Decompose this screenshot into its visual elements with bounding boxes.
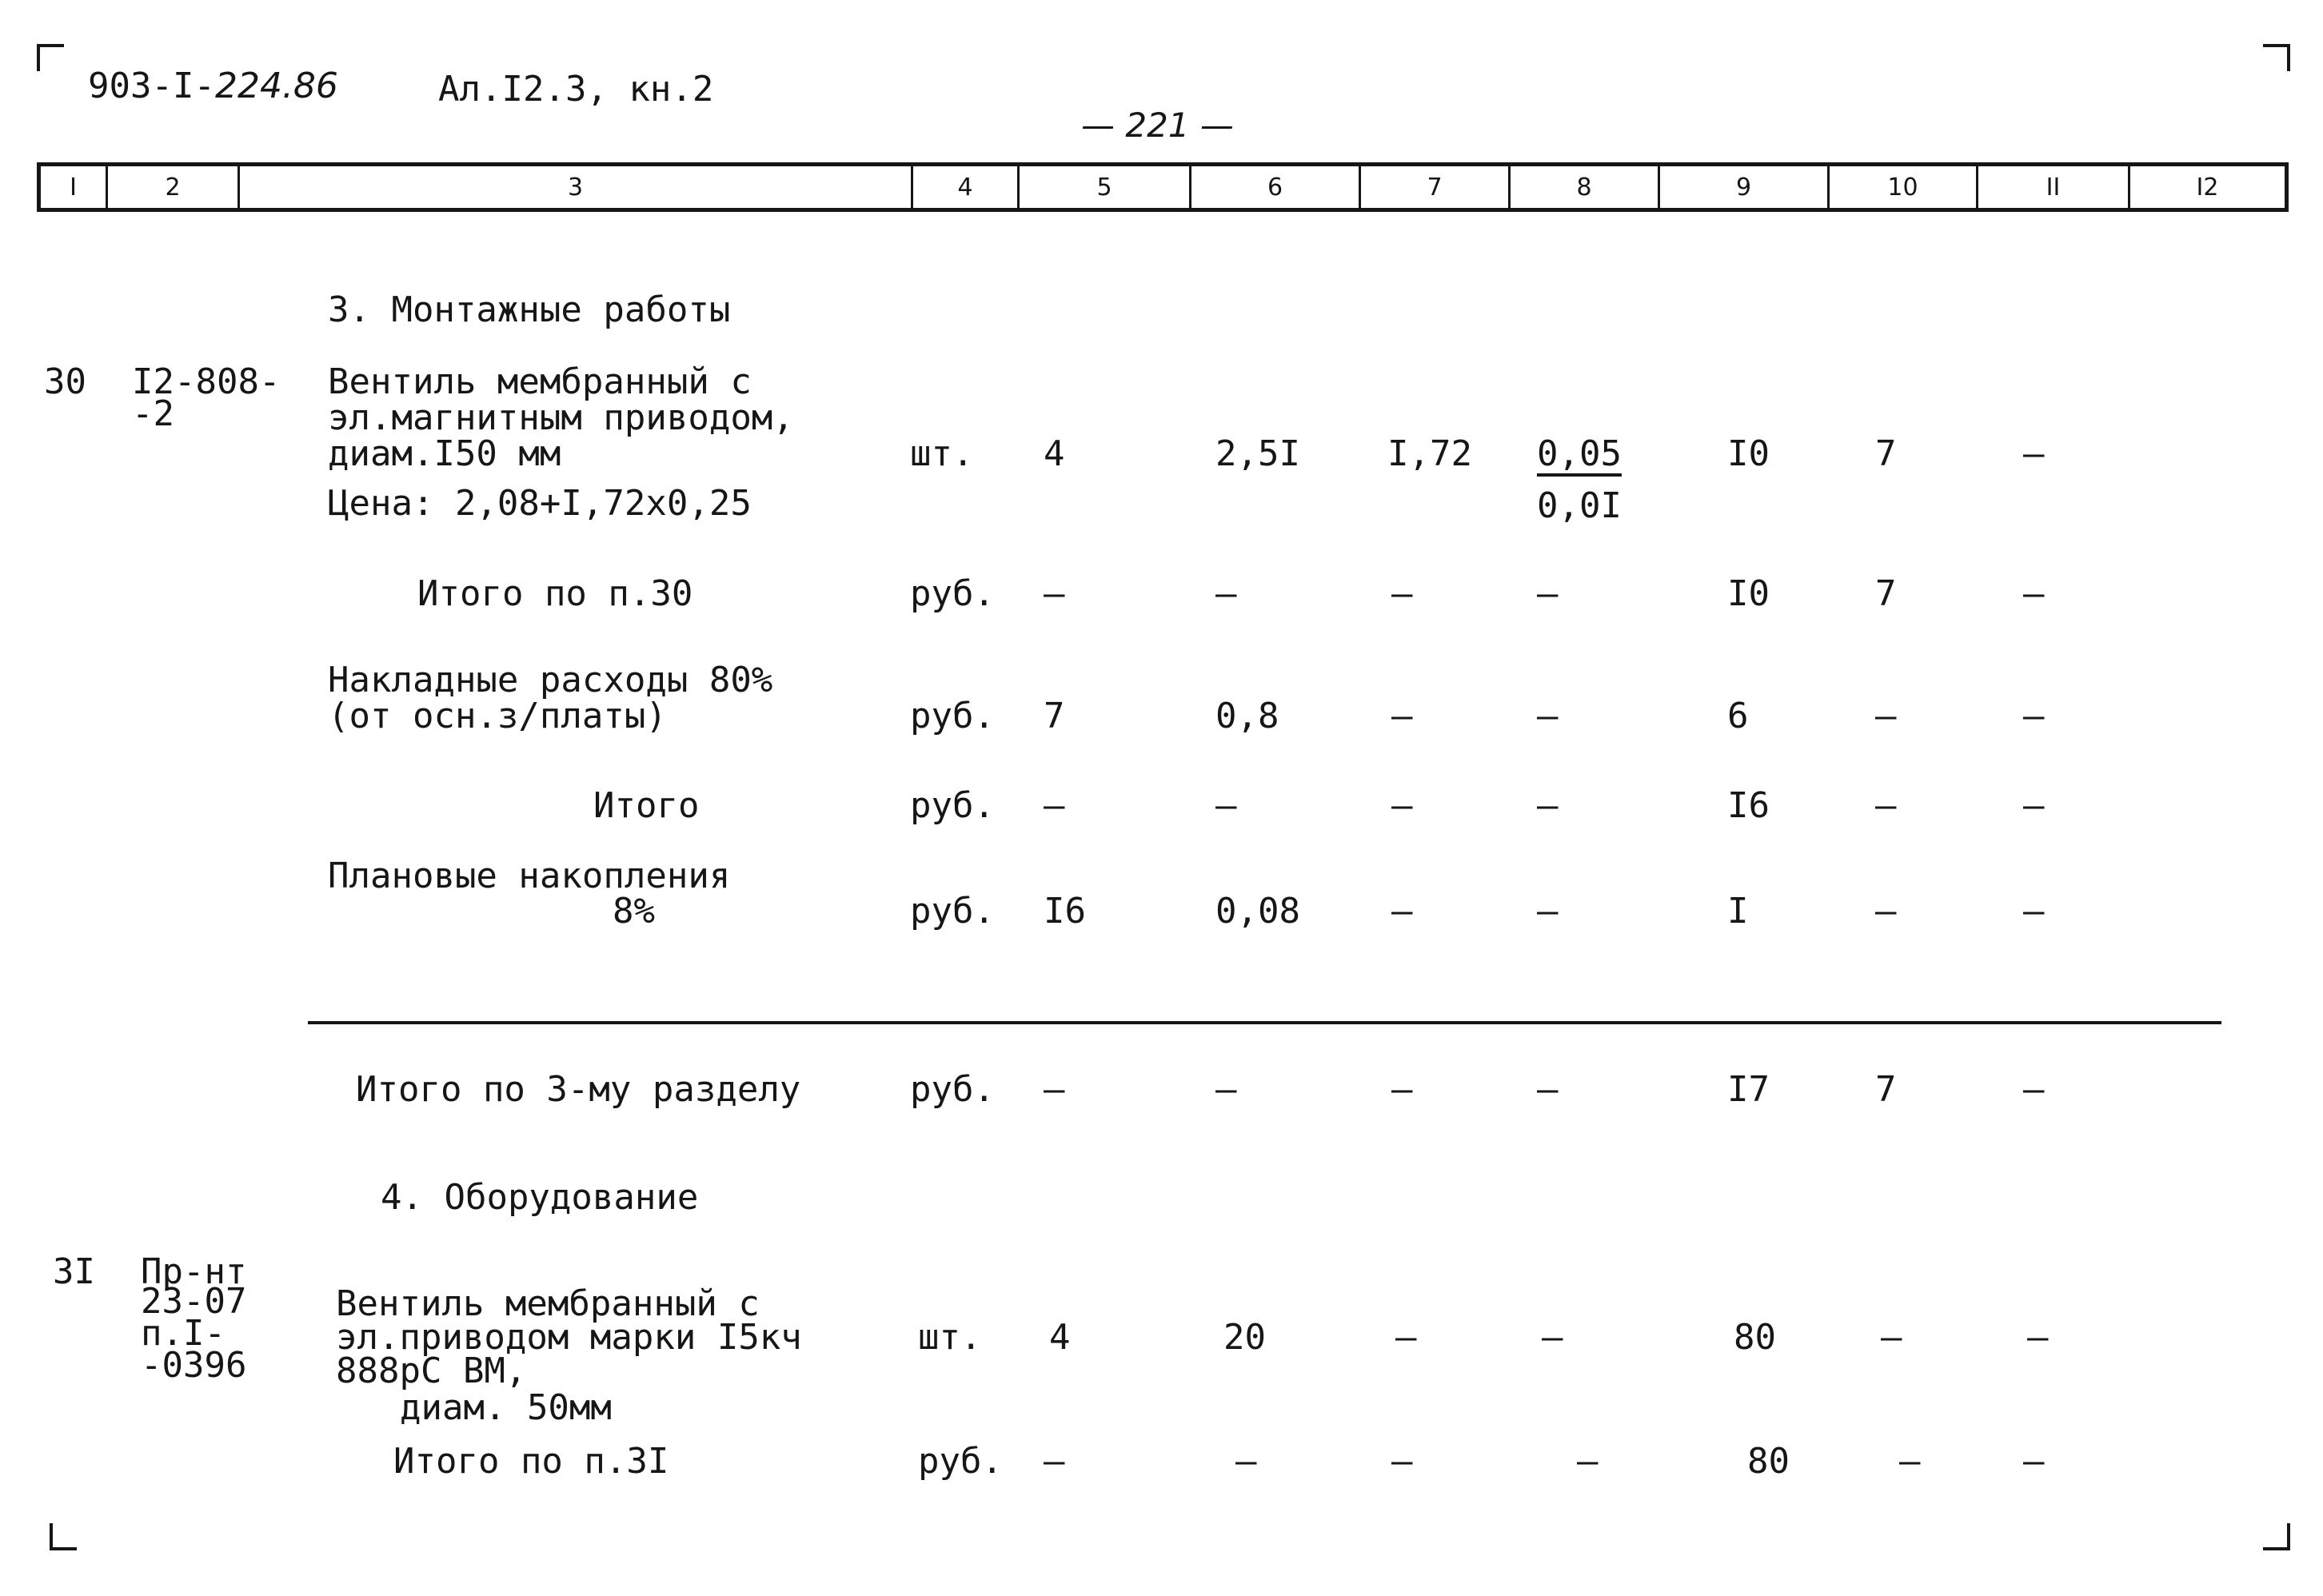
corner-mark-bottom-left: [50, 1523, 77, 1550]
corner-mark-top-left: [37, 44, 64, 71]
overhead-col11: –: [2023, 696, 2045, 736]
total-31-col9: 80: [1747, 1441, 1790, 1482]
item-30-col10: 7: [1875, 433, 1897, 474]
total-30-col11: –: [2023, 573, 2045, 614]
item-31-col6: 20: [1223, 1317, 1266, 1358]
column-header-6: 6: [1191, 166, 1361, 208]
total-31-col8: –: [1577, 1441, 1599, 1482]
item-30-quantity: 4: [1044, 433, 1065, 474]
column-header-1: I: [41, 166, 108, 208]
section-3-total-col10: 7: [1875, 1069, 1897, 1110]
overhead-unit: руб.: [910, 696, 995, 736]
total-31-col7: –: [1391, 1441, 1413, 1482]
total-30-col5: –: [1044, 573, 1065, 614]
column-header-8: 8: [1511, 166, 1660, 208]
item-31-col7: –: [1395, 1317, 1417, 1358]
item-31-description-line3: 888рС ВМ,: [336, 1351, 527, 1391]
item-30-code-line2: -2: [132, 393, 174, 434]
planned-col10: –: [1875, 891, 1897, 932]
section-3-total-col6: –: [1215, 1069, 1237, 1110]
column-header-2: 2: [108, 166, 240, 208]
document-code: [88, 66, 338, 106]
column-header-7: 7: [1361, 166, 1511, 208]
section-3-total-unit: руб.: [910, 1069, 995, 1110]
item-30-description-line1: Вентиль мембранный с: [328, 361, 752, 402]
item-30-description-line2: эл.магнитным приводом,: [328, 397, 794, 438]
planned-col11: –: [2023, 891, 2045, 932]
item-31-col11: –: [2027, 1317, 2049, 1358]
planned-col8: –: [1537, 891, 1559, 932]
subtotal-col7: –: [1391, 785, 1413, 826]
page-number: — 221 —: [1081, 106, 1234, 145]
document-code-handwritten: 224.86: [214, 66, 338, 106]
subtotal-col5: –: [1044, 785, 1065, 826]
subtotal-unit: руб.: [910, 785, 995, 826]
total-31-label: Итого по п.3I: [393, 1441, 669, 1482]
total-31-col11: –: [2023, 1441, 2045, 1482]
planned-col5: I6: [1044, 891, 1086, 932]
subtotal-col10: –: [1875, 785, 1897, 826]
item-31-code-line3: п.I-: [141, 1313, 226, 1354]
total-31-col6: –: [1235, 1441, 1257, 1482]
item-30-code-line1: I2-808-: [132, 361, 281, 402]
planned-col9: I: [1727, 891, 1749, 932]
subtotal-col9: I6: [1727, 785, 1770, 826]
document-code-printed: 903-I-: [88, 66, 215, 106]
item-31-col8: –: [1542, 1317, 1563, 1358]
planned-col7: –: [1391, 891, 1413, 932]
item-31-unit: шт.: [918, 1317, 982, 1358]
overhead-col9: 6: [1727, 696, 1749, 736]
item-31-description-line1: Вентиль мембранный с: [336, 1283, 760, 1324]
section-3-heading: 3. Монтажные работы: [328, 289, 731, 330]
item-31-description-line4: диам. 50мм: [400, 1387, 612, 1428]
overhead-col10: –: [1875, 696, 1897, 736]
item-30-col8-numerator: 0,05: [1537, 433, 1622, 474]
overhead-col5: 7: [1044, 696, 1065, 736]
item-31-quantity: 4: [1049, 1317, 1071, 1358]
item-30-number: 30: [44, 361, 86, 402]
total-31-col10: –: [1899, 1441, 1921, 1482]
overhead-label-line2: (от осн.з/платы): [328, 696, 667, 736]
section-4-heading: 4. Оборудование: [381, 1177, 699, 1218]
planned-col6: 0,08: [1215, 891, 1300, 932]
item-31-col9: 80: [1734, 1317, 1776, 1358]
corner-mark-top-right: [2263, 44, 2290, 71]
total-30-col7: –: [1391, 573, 1413, 614]
total-30-col9: I0: [1727, 573, 1770, 614]
section-3-total-label: Итого по 3-му разделу: [356, 1069, 801, 1110]
subtotal-col8: –: [1537, 785, 1559, 826]
total-31-unit: руб.: [918, 1441, 1003, 1482]
overhead-label-line1: Накладные расходы 80%: [328, 660, 773, 700]
column-header-4: 4: [913, 166, 1020, 208]
section-divider-line: [308, 1021, 2221, 1024]
subtotal-col11: –: [2023, 785, 2045, 826]
column-header-10: 10: [1830, 166, 1978, 208]
column-header-5: 5: [1020, 166, 1191, 208]
album-reference: Ал.I2.3, кн.2: [438, 69, 714, 110]
column-header-9: 9: [1660, 166, 1830, 208]
item-31-code-line2: 23-07: [141, 1281, 247, 1322]
section-3-total-col7: –: [1391, 1069, 1413, 1110]
item-31-code-line4: -0396: [141, 1345, 247, 1386]
corner-mark-bottom-right: [2263, 1523, 2290, 1550]
column-header-12: I2: [2196, 173, 2219, 201]
planned-label-line2: 8%: [613, 891, 655, 932]
item-30-price: Цена: 2,08+I,72x0,25: [328, 483, 752, 524]
subtotal-label: Итого: [593, 785, 700, 826]
item-31-code-line1: Пр-нт: [141, 1251, 247, 1292]
item-30-col9: I0: [1727, 433, 1770, 474]
section-3-total-col8: –: [1537, 1069, 1559, 1110]
item-30-col7: I,72: [1387, 433, 1472, 474]
total-30-col6: –: [1215, 573, 1237, 614]
item-31-col10: –: [1881, 1317, 1902, 1358]
section-3-total-col9: I7: [1727, 1069, 1770, 1110]
planned-label-line1: Плановые накопления: [328, 856, 731, 896]
section-3-total-col11: –: [2023, 1069, 2045, 1110]
column-header-row: [37, 162, 2289, 212]
item-31-number: 3I: [53, 1251, 95, 1292]
item-30-unit: шт.: [910, 433, 974, 474]
item-31-description-line2: эл.приводом марки I5кч: [336, 1317, 802, 1358]
total-31-col5: –: [1044, 1441, 1065, 1482]
total-30-col8: –: [1537, 573, 1559, 614]
column-header-3: 3: [240, 166, 913, 208]
item-30-col6: 2,5I: [1215, 433, 1300, 474]
overhead-col6: 0,8: [1215, 696, 1279, 736]
overhead-col8: –: [1537, 696, 1559, 736]
item-30-col8-denominator: 0,0I: [1537, 485, 1622, 526]
column-header-11: II: [1978, 166, 2130, 208]
planned-unit: руб.: [910, 891, 995, 932]
section-3-total-col5: –: [1044, 1069, 1065, 1110]
total-30-label: Итого по п.30: [417, 573, 693, 614]
item-30-description-line3: диам.I50 мм: [328, 433, 561, 474]
item-30-col11: –: [2023, 433, 2045, 474]
subtotal-col6: –: [1215, 785, 1237, 826]
overhead-col7: –: [1391, 696, 1413, 736]
total-30-col10: 7: [1875, 573, 1897, 614]
total-30-unit: руб.: [910, 573, 995, 614]
